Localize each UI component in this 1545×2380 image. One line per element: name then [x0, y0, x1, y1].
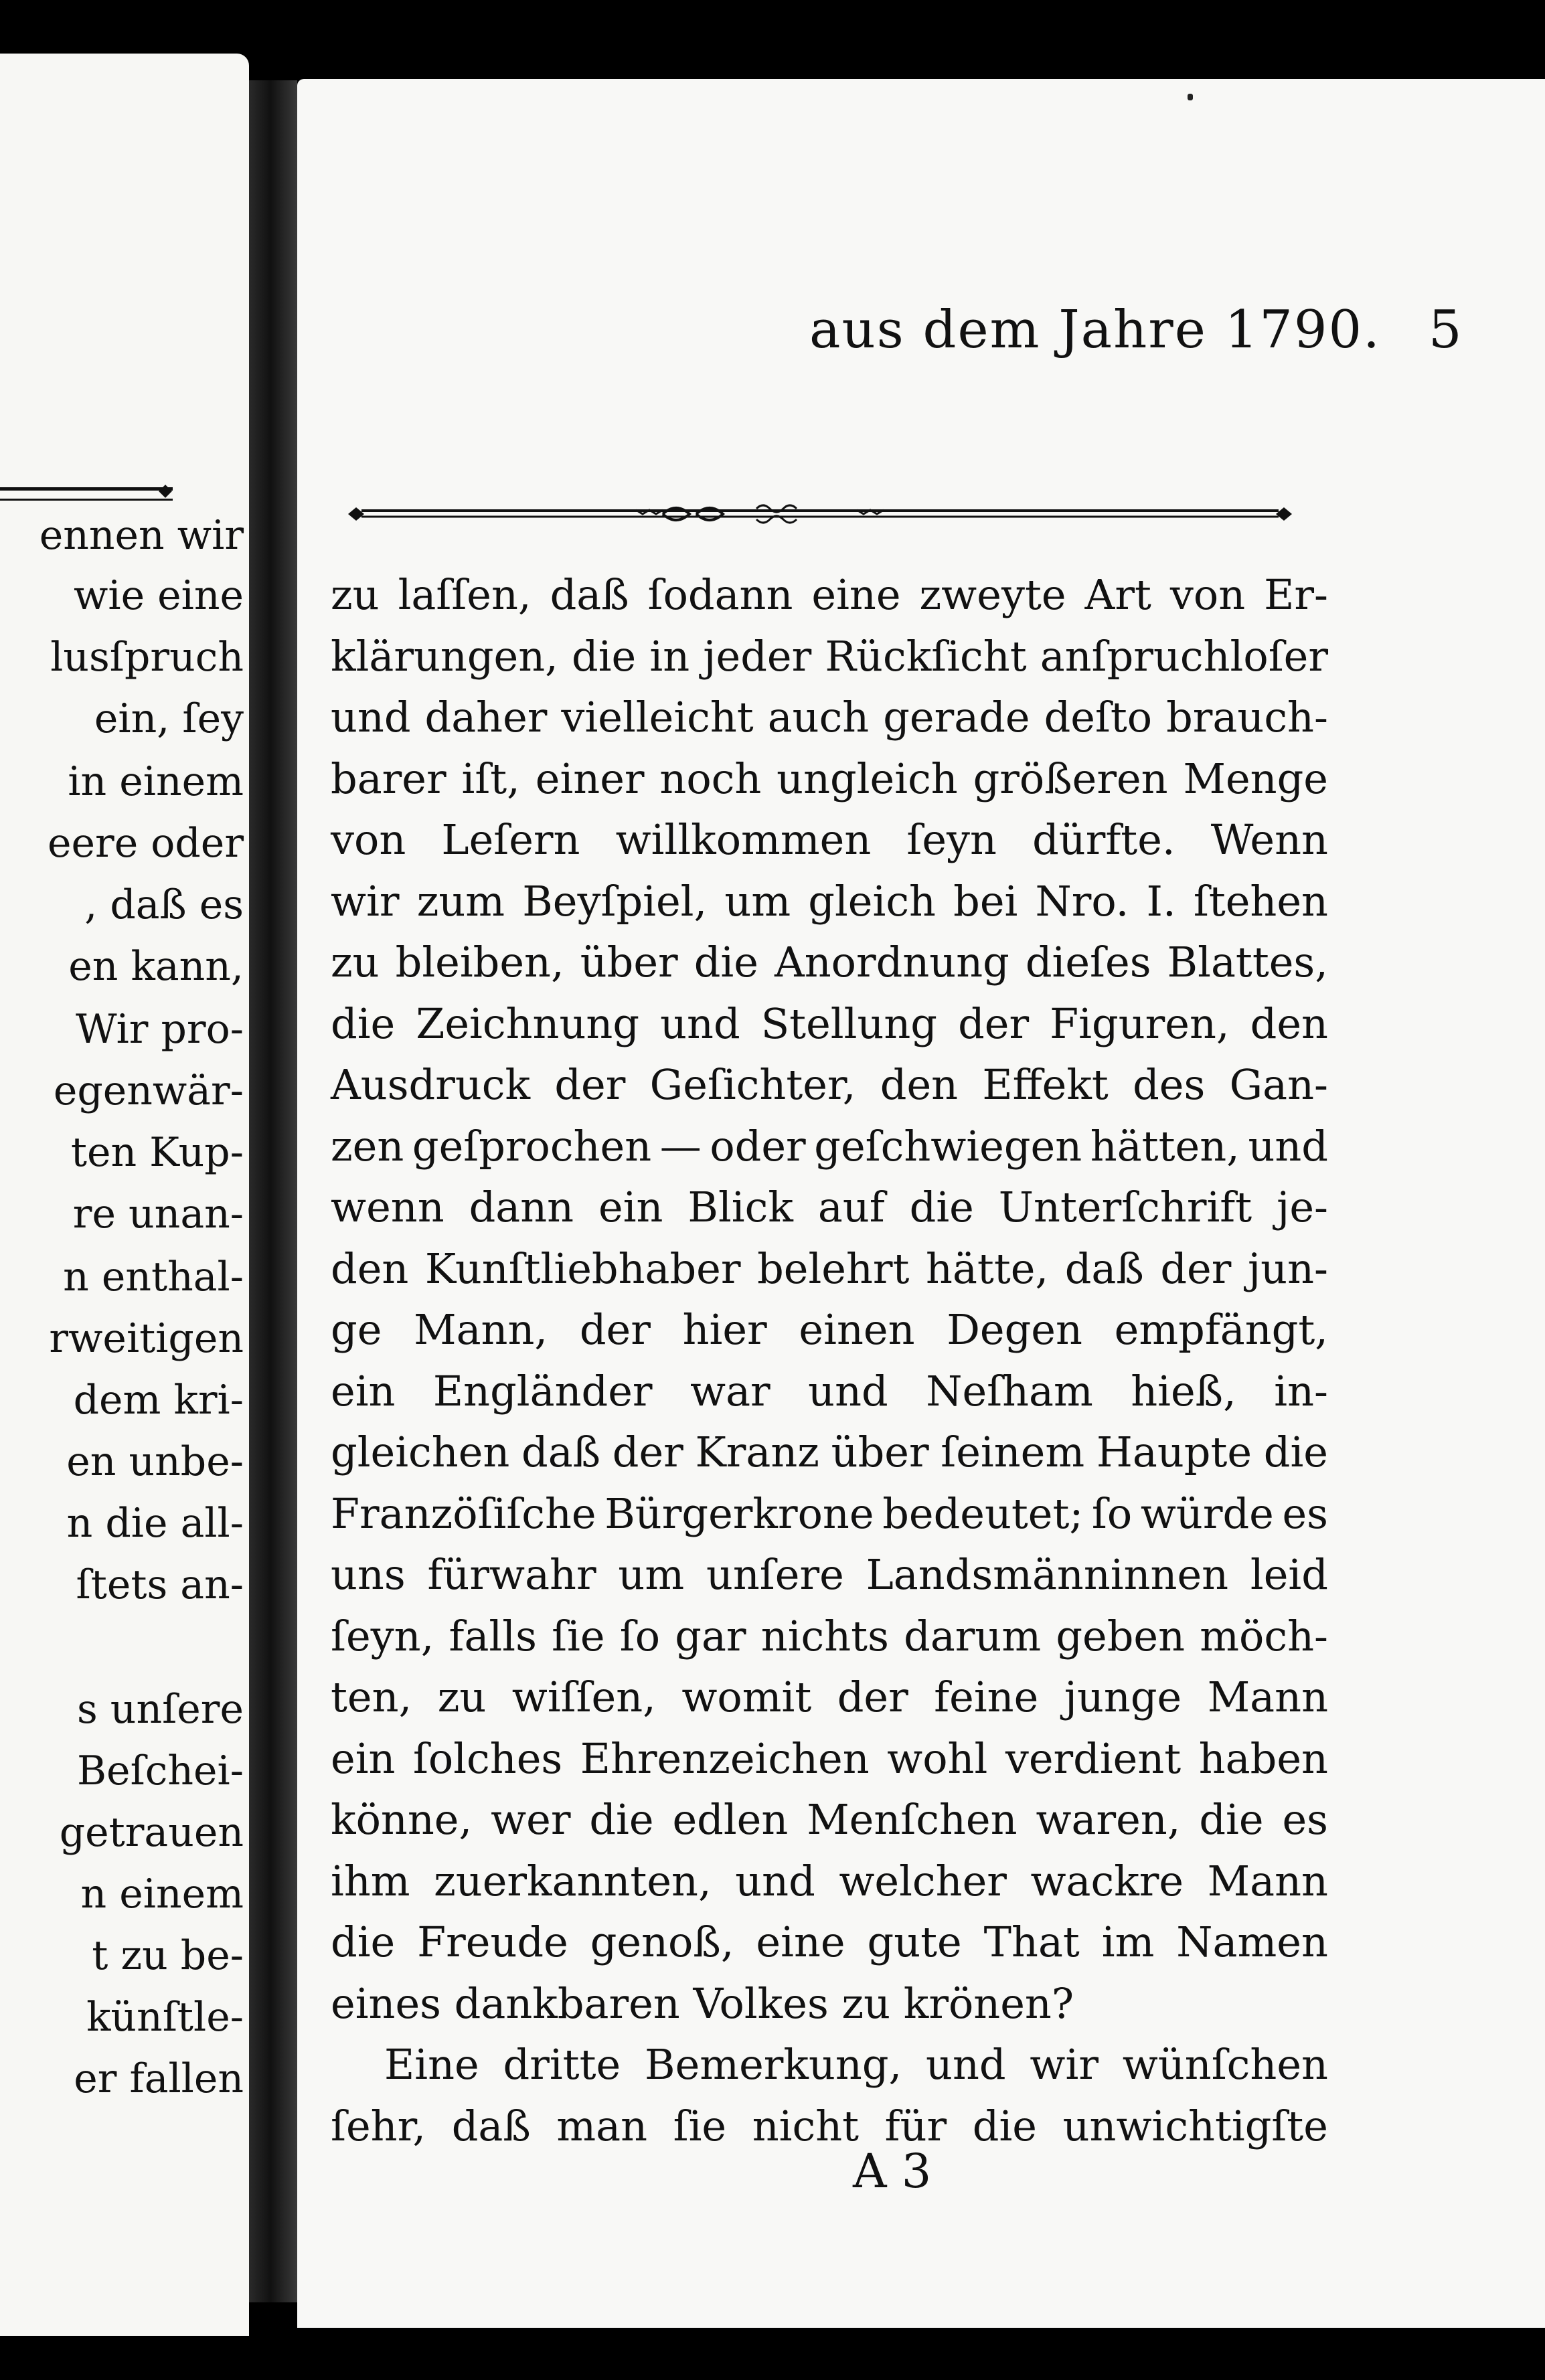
word: ſodann	[647, 570, 793, 619]
word: klärungen,	[331, 631, 558, 681]
word: Blick	[687, 1183, 793, 1231]
word: Art	[1084, 570, 1151, 619]
left-page-line: künſtle-	[86, 1994, 244, 2041]
word: Kranz	[695, 1428, 819, 1476]
word: größeren	[973, 754, 1168, 803]
word: daher	[424, 693, 548, 742]
word: hier	[682, 1305, 767, 1354]
word: über	[580, 938, 678, 987]
word: und	[331, 693, 411, 742]
page-number: 5	[1429, 300, 1462, 360]
text-line	[331, 1728, 1328, 1790]
word: Namen	[1176, 1918, 1328, 1966]
word: jun-	[1247, 1244, 1328, 1293]
word: die	[572, 631, 637, 681]
running-head: aus dem Jahre 1790.	[809, 300, 1381, 360]
text-line	[331, 1116, 1328, 1177]
word: der	[837, 1673, 908, 1721]
word: womit	[681, 1673, 812, 1721]
word: wir	[1030, 2040, 1099, 2089]
left-page-line: egenwär-	[53, 1068, 244, 1114]
text-line	[331, 1483, 1328, 1545]
word: nicht	[752, 2101, 860, 2150]
word: Neſham	[926, 1366, 1093, 1416]
left-page-line: ten Kup-	[70, 1129, 244, 1176]
word: Menge	[1183, 754, 1328, 803]
word: Geſichter,	[649, 1060, 856, 1109]
word: ten,	[331, 1673, 412, 1721]
text-line	[331, 2034, 1328, 2096]
word: wohl	[887, 1733, 988, 1783]
word: dann	[469, 1183, 574, 1231]
word: Rückſicht	[825, 631, 1027, 681]
word: zu	[331, 938, 380, 987]
word: der	[554, 1060, 626, 1109]
word: möch-	[1200, 1611, 1328, 1661]
word: könne,	[331, 1795, 473, 1844]
word: Wenn	[1210, 815, 1328, 864]
left-page-line: in einem	[68, 758, 244, 805]
text-line	[331, 687, 1328, 748]
word: gute	[867, 1918, 962, 1966]
word: Effekt	[982, 1060, 1109, 1109]
word: ſo	[619, 1611, 661, 1661]
left-page-line: Beſchei-	[76, 1748, 244, 1794]
word: Nro.	[1035, 876, 1129, 926]
word: der	[612, 1428, 683, 1476]
word: hieß,	[1131, 1366, 1236, 1416]
word: ein	[598, 1183, 663, 1231]
word: und	[735, 1856, 815, 1905]
word: anſpruchloſer	[1040, 631, 1328, 681]
word: um	[618, 1550, 685, 1599]
word: wenn	[331, 1183, 444, 1231]
text-line	[331, 1667, 1328, 1728]
left-page-line: re unan-	[72, 1191, 244, 1238]
word: bei	[953, 876, 1018, 926]
word: dieſes	[1025, 938, 1151, 987]
word: edlen	[672, 1795, 789, 1844]
left-page-line: , daß es	[84, 881, 244, 928]
word: zweyte	[919, 570, 1066, 619]
word: ein	[331, 1366, 396, 1416]
word: einer	[535, 754, 645, 803]
word: die	[1263, 1428, 1328, 1476]
right-page	[297, 79, 1545, 2328]
left-page-line: n einem	[80, 1871, 244, 1918]
word: bleiben,	[395, 938, 564, 987]
word: den	[880, 1060, 959, 1109]
text-line	[331, 932, 1328, 993]
word: empfängt,	[1114, 1305, 1328, 1354]
text-line: eines dankbaren Volkes zu krönen?	[331, 1978, 1074, 2028]
word: feine	[934, 1673, 1039, 1721]
word: I.	[1146, 876, 1176, 926]
left-page-line: er fallen	[74, 2055, 244, 2102]
word: über	[831, 1428, 929, 1476]
word: ſeyn	[906, 815, 997, 864]
word: Bemerkung,	[645, 2040, 902, 2089]
word: zen	[331, 1121, 404, 1171]
word: belehrt	[757, 1244, 910, 1293]
word: noch	[659, 754, 762, 803]
word: die	[331, 999, 396, 1048]
word: der	[579, 1305, 651, 1354]
word: gleichen	[331, 1428, 510, 1476]
word: und	[660, 999, 740, 1048]
word: ſeinem	[941, 1428, 1085, 1476]
ornamental-rule	[348, 501, 1292, 527]
word: Landsmänninnen	[866, 1550, 1229, 1599]
word: ſtehen	[1193, 876, 1328, 926]
text-line	[331, 993, 1328, 1055]
text-line	[331, 1054, 1328, 1116]
word: je-	[1277, 1183, 1328, 1231]
left-page-line: eere oder	[48, 820, 244, 867]
book-gutter	[249, 80, 297, 2302]
word: es	[1282, 1795, 1328, 1844]
word: und	[926, 2040, 1006, 2089]
word: ſeyn,	[331, 1611, 434, 1661]
word: vielleicht	[561, 693, 754, 742]
word: Bürgerkrone	[604, 1489, 874, 1538]
left-page	[0, 54, 249, 2336]
word: daß	[521, 1428, 601, 1476]
word: daß	[451, 2101, 531, 2150]
text-line	[331, 1544, 1328, 1606]
left-page-rule	[0, 487, 173, 501]
word: ſie	[552, 1611, 605, 1661]
text-line	[331, 1177, 1328, 1238]
text-line	[331, 626, 1328, 687]
word: Mann,	[414, 1305, 548, 1354]
word: jeder	[703, 631, 812, 681]
word: Degen	[947, 1305, 1082, 1354]
word: daß	[550, 570, 629, 619]
text-line	[331, 2096, 1328, 2157]
word: gar	[675, 1611, 746, 1661]
word: einen	[799, 1305, 915, 1354]
word: wackre	[1030, 1856, 1184, 1905]
word: Anordnung	[774, 938, 1009, 987]
word: den	[1250, 999, 1328, 1048]
word: der	[1160, 1244, 1232, 1293]
word: würde	[1140, 1489, 1274, 1538]
text-line	[331, 1361, 1328, 1422]
word: deſto	[1044, 693, 1153, 742]
word: war	[690, 1366, 770, 1416]
word: leid	[1250, 1550, 1328, 1599]
word: dritte	[503, 2040, 621, 2089]
word: Franzöſiſche	[331, 1489, 596, 1538]
text-line	[331, 1911, 1328, 1973]
word: Er-	[1264, 570, 1328, 619]
word: Blattes,	[1167, 938, 1328, 987]
word: unwichtigſte	[1062, 2101, 1328, 2150]
word: Engländer	[432, 1366, 653, 1416]
text-line	[331, 809, 1328, 871]
body-text	[331, 564, 1328, 2156]
left-page-line: ennen wir	[39, 512, 244, 559]
text-line	[331, 1851, 1328, 1912]
word: uns	[331, 1550, 406, 1599]
word: den	[331, 1244, 409, 1293]
word: gerade	[883, 693, 1030, 742]
word: im	[1101, 1918, 1155, 1966]
word: genoß,	[590, 1918, 734, 1966]
word: dürfte.	[1032, 815, 1175, 864]
word: zu	[437, 1673, 487, 1721]
word: Menſchen	[807, 1795, 1018, 1844]
word: nichts	[760, 1611, 889, 1661]
word: um	[724, 876, 791, 926]
left-page-line: lusſpruch	[50, 634, 244, 681]
word: haben	[1198, 1733, 1328, 1783]
word: auf	[817, 1183, 885, 1231]
word: Zeichnung	[416, 999, 640, 1048]
word: willkommen	[615, 815, 872, 864]
left-page-line: wie eine	[74, 572, 244, 619]
signature-mark: A 3	[853, 2144, 932, 2199]
word: eine	[756, 1918, 845, 1966]
word: ſehr,	[331, 2101, 426, 2150]
word: und	[808, 1366, 888, 1416]
word: darum	[904, 1611, 1042, 1661]
word: ihm	[331, 1856, 410, 1905]
left-page-line: t zu be-	[92, 1932, 244, 1979]
word: ein	[331, 1733, 396, 1783]
word: ſolches	[412, 1733, 563, 1783]
word: laſſen,	[398, 570, 532, 619]
word: die	[972, 2101, 1037, 2150]
word: Unterſchrift	[998, 1183, 1252, 1231]
text-line	[331, 1299, 1328, 1361]
word: waren,	[1036, 1795, 1181, 1844]
word: geſprochen	[412, 1121, 652, 1171]
word: Ausdruck	[331, 1060, 531, 1109]
word: Haupte	[1096, 1428, 1252, 1476]
left-page-line: en kann,	[68, 943, 244, 990]
word: gleich	[808, 876, 936, 926]
word: That	[983, 1918, 1080, 1966]
word: von	[1169, 570, 1246, 619]
word: Ehrenzeichen	[580, 1733, 870, 1783]
text-line	[331, 1606, 1328, 1667]
ink-speck	[1188, 94, 1193, 100]
left-page-line: rweitigen	[49, 1315, 244, 1362]
word: Mann	[1207, 1856, 1328, 1905]
word: welcher	[839, 1856, 1007, 1905]
word: in	[649, 631, 690, 681]
word: Beyſpiel,	[522, 876, 708, 926]
word: zu	[331, 570, 380, 619]
text-line	[331, 748, 1328, 810]
word: für	[884, 2101, 947, 2150]
word: fürwahr	[427, 1550, 596, 1599]
left-page-line: Wir pro-	[75, 1006, 244, 1053]
word: —	[659, 1121, 702, 1171]
left-page-line: ein, ſey	[94, 695, 244, 742]
word: unſere	[706, 1550, 844, 1599]
word: Leſern	[441, 815, 580, 864]
word: barer	[331, 754, 446, 803]
left-page-line: getrauen	[59, 1809, 244, 1856]
left-page-line: en unbe-	[66, 1438, 244, 1485]
word: geben	[1056, 1611, 1186, 1661]
word: junge	[1064, 1673, 1182, 1721]
word: Stellung	[760, 999, 937, 1048]
word: die	[589, 1795, 654, 1844]
word: Gan-	[1229, 1060, 1328, 1109]
word: daß	[1064, 1244, 1144, 1293]
left-page-line: dem kri-	[73, 1377, 244, 1424]
word: auch	[767, 693, 870, 742]
word: in-	[1274, 1366, 1328, 1416]
word: bedeutet;	[882, 1489, 1084, 1538]
word: hätte,	[926, 1244, 1049, 1293]
word: Kunſtliebhaber	[424, 1244, 741, 1293]
word: es	[1282, 1489, 1328, 1538]
word: des	[1133, 1060, 1206, 1109]
text-line	[331, 1422, 1328, 1483]
word: Freude	[417, 1918, 568, 1966]
left-page-line: ſtets an-	[76, 1561, 244, 1608]
word: zuerkannten,	[434, 1856, 712, 1905]
word: ge	[331, 1305, 382, 1354]
word: die	[909, 1183, 974, 1231]
word: verdient	[1005, 1733, 1182, 1783]
word: zum	[416, 876, 505, 926]
word: und	[1248, 1121, 1328, 1171]
word: geſchwiegen	[814, 1121, 1082, 1171]
word: der	[958, 999, 1030, 1048]
word: wiſſen,	[511, 1673, 656, 1721]
left-page-line: s unſere	[76, 1686, 244, 1733]
word: die	[694, 938, 758, 987]
word: wer	[491, 1795, 571, 1844]
text-line	[331, 564, 1328, 626]
word: man	[556, 2101, 648, 2150]
word: ungleich	[777, 754, 958, 803]
word: Mann	[1207, 1673, 1328, 1721]
word: eine	[811, 570, 901, 619]
word: Figuren,	[1050, 999, 1230, 1048]
word: hätten,	[1090, 1121, 1240, 1171]
word: brauch-	[1166, 693, 1328, 742]
word: von	[331, 815, 406, 864]
text-line	[331, 1789, 1328, 1851]
word: ſie	[673, 2101, 727, 2150]
word: iſt,	[461, 754, 520, 803]
page-header	[518, 300, 1545, 367]
word: falls	[449, 1611, 537, 1661]
word: die	[331, 1918, 396, 1966]
left-page-line: n enthal-	[63, 1254, 244, 1300]
word: oder	[710, 1121, 806, 1171]
left-page-line: n die all-	[66, 1500, 244, 1547]
word: Eine	[384, 2040, 479, 2089]
text-line	[331, 871, 1328, 932]
word: ſo	[1091, 1489, 1133, 1538]
text-line	[331, 1238, 1328, 1300]
word: wir	[331, 876, 400, 926]
word: wünſchen	[1122, 2040, 1328, 2089]
word: die	[1199, 1795, 1264, 1844]
